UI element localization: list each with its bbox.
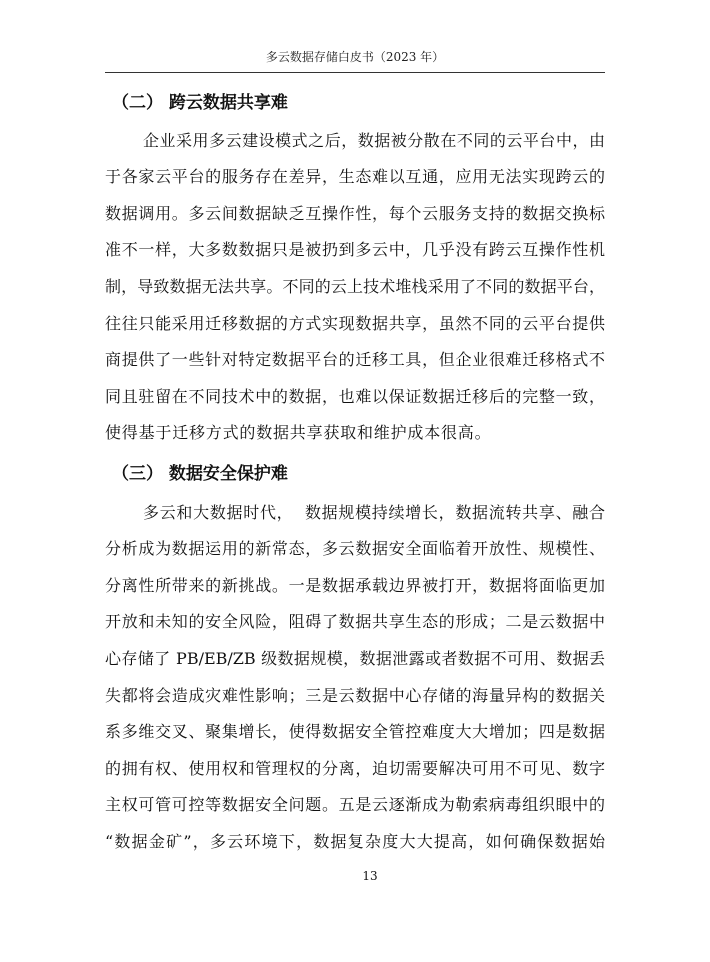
paragraph-line: “数据金矿”，多云环境下，数据复杂度大大提高，如何确保数据始	[105, 832, 605, 852]
paragraph-line: 商提供了一些针对特定数据平台的迁移工具，但企业很难迁移格式不	[105, 350, 605, 370]
paragraph-cross-cloud-sharing	[105, 123, 605, 452]
section-heading-data-security: （三） 数据安全保护难	[112, 464, 288, 484]
paragraph-line: 于各家云平台的服务存在差异，生态难以互通，应用无法实现跨云的	[105, 167, 605, 187]
paragraph-line: 同且驻留在不同技术中的数据，也难以保证数据迁移后的完整一致，	[105, 386, 605, 406]
header-divider	[105, 72, 605, 73]
paragraph-line: 准不一样，大多数数据只是被扔到多云中，几乎没有跨云互操作性机	[105, 240, 605, 260]
paragraph-line: 失都将会造成灾难性影响；三是云数据中心存储的海量异构的数据关	[105, 685, 605, 705]
paragraph-line: 分离性所带来的新挑战。一是数据承载边界被打开，数据将面临更加	[105, 575, 605, 595]
paragraph-line: 往往只能采用迁移数据的方式实现数据共享，虽然不同的云平台提供	[105, 313, 605, 333]
paragraph-line: 的拥有权、使用权和管理权的分离，迫切需要解决可用不可见、数字	[105, 758, 605, 778]
paragraph-line: 开放和未知的安全风险，阻碍了数据共享生态的形成；二是云数据中	[105, 612, 605, 632]
paragraph-data-security	[105, 495, 605, 861]
paragraph-line: 数据调用。多云间数据缺乏互操作性，每个云服务支持的数据交换标	[105, 203, 605, 223]
paragraph-line: 分析成为数据运用的新常态，多云数据安全面临着开放性、规模性、	[105, 539, 605, 559]
paragraph-line: 主权可管可控等数据安全问题。五是云逐渐成为勒索病毒组织眼中的	[105, 795, 605, 815]
paragraph-line: 使得基于迁移方式的数据共享获取和维护成本很高。	[105, 423, 492, 443]
paragraph-line: 企业采用多云建设模式之后，数据被分散在不同的云平台中，由	[143, 130, 605, 150]
paragraph-line: 多云和大数据时代， 数据规模持续增长，数据流转共享、融合	[143, 502, 605, 522]
paragraph-line: 心存储了 PB/EB/ZB 级数据规模，数据泄露或者数据不可用、数据丢	[105, 649, 605, 669]
running-header: 多云数据存储白皮书（2023 年）	[265, 50, 445, 64]
section-heading-cross-cloud-sharing: （二） 跨云数据共享难	[112, 93, 288, 113]
paragraph-line: 系多维交叉、聚集增长，使得数据安全管控难度大大增加；四是数据	[105, 722, 605, 742]
paragraph-line: 制，导致数据无法共享。不同的云上技术堆栈采用了不同的数据平台，	[105, 277, 605, 297]
page-number: 13	[362, 869, 378, 883]
